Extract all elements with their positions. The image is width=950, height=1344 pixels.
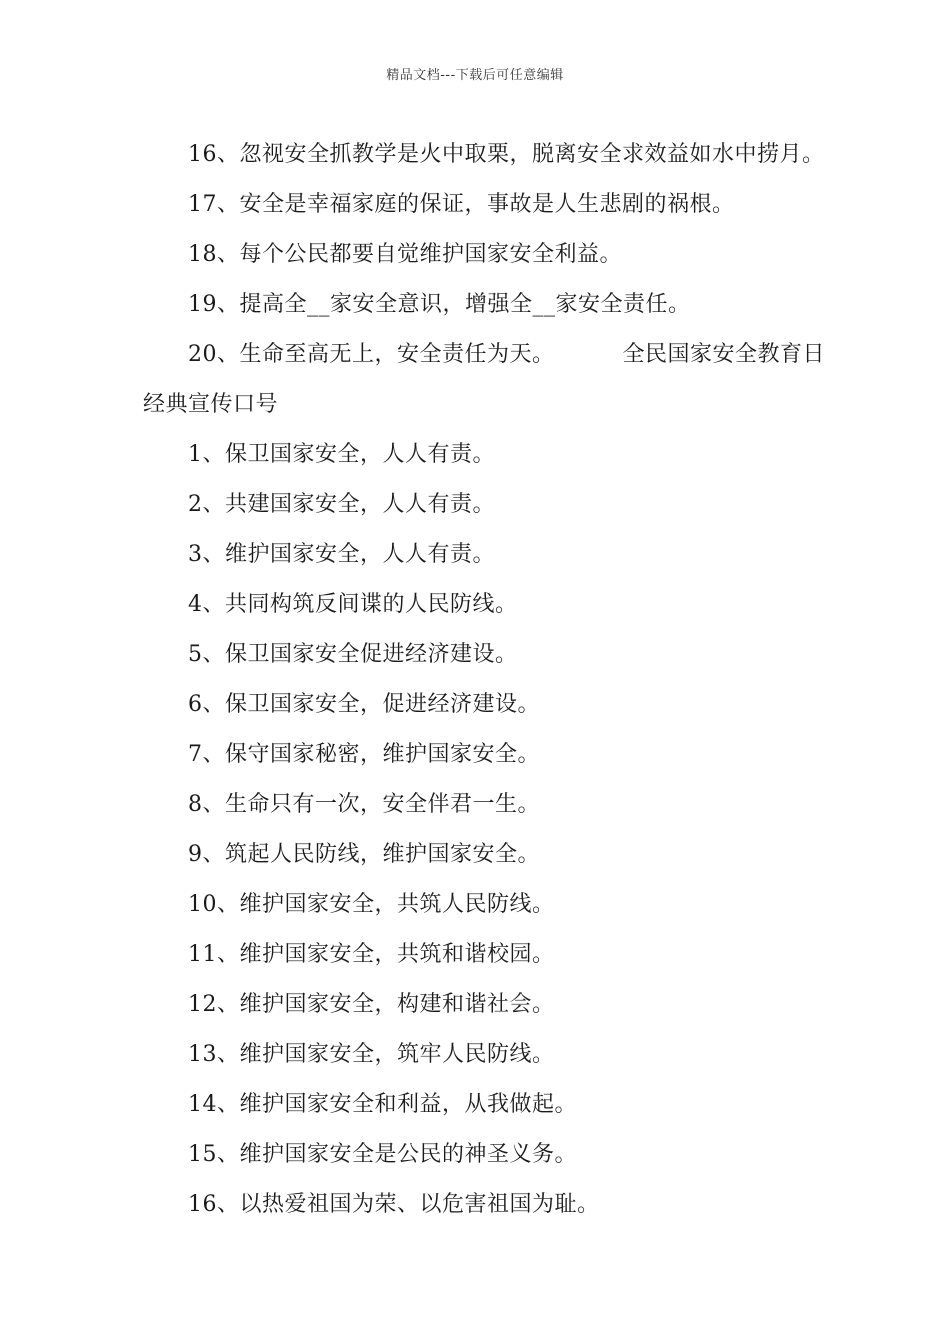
list-item: 12、维护国家安全，构建和谐社会。 <box>188 992 555 1017</box>
list-item: 5、保卫国家安全促进经济建设。 <box>188 642 518 667</box>
page-header: 精品文档---下载后可任意编辑 <box>386 68 564 83</box>
list-item: 2、共建国家安全，人人有责。 <box>188 492 495 517</box>
list-item: 4、共同构筑反间谍的人民防线。 <box>188 592 518 617</box>
list-item: 18、每个公民都要自觉维护国家安全利益。 <box>188 242 622 267</box>
document-body <box>143 130 826 1230</box>
list-item: 15、维护国家安全是公民的神圣义务。 <box>188 1142 577 1167</box>
list-item: 6、保卫国家安全，促进经济建设。 <box>188 692 540 717</box>
list-item: 16、忽视安全抓教学是火中取栗，脱离安全求效益如水中捞月。 <box>188 142 825 167</box>
list-item: 11、维护国家安全，共筑和谐校园。 <box>188 942 555 967</box>
list-item: 8、生命只有一次，安全伴君一生。 <box>188 792 540 817</box>
list-item-text: 20、生命至高无上，安全责任为天。 <box>188 342 555 367</box>
list-item: 3、维护国家安全，人人有责。 <box>188 542 495 567</box>
section-heading-start: 全民国家安全教育日 <box>622 342 826 367</box>
list-item: 1、保卫国家安全，人人有责。 <box>188 442 495 467</box>
list-item: 16、以热爱祖国为荣、以危害祖国为耻。 <box>188 1192 600 1217</box>
section-heading-end: 经典宣传口号 <box>143 392 279 417</box>
list-item-with-heading <box>143 330 826 380</box>
list-item: 10、维护国家安全，共筑人民防线。 <box>188 892 555 917</box>
list-item: 13、维护国家安全，筑牢人民防线。 <box>188 1042 555 1067</box>
list-item: 19、提高全__家安全意识，增强全__家安全责任。 <box>188 292 691 317</box>
list-item: 14、维护国家安全和利益，从我做起。 <box>188 1092 577 1117</box>
list-item: 7、保守国家秘密，维护国家安全。 <box>188 742 540 767</box>
list-item: 9、筑起人民防线，维护国家安全。 <box>188 842 540 867</box>
list-item: 17、安全是幸福家庭的保证，事故是人生悲剧的祸根。 <box>188 192 735 217</box>
